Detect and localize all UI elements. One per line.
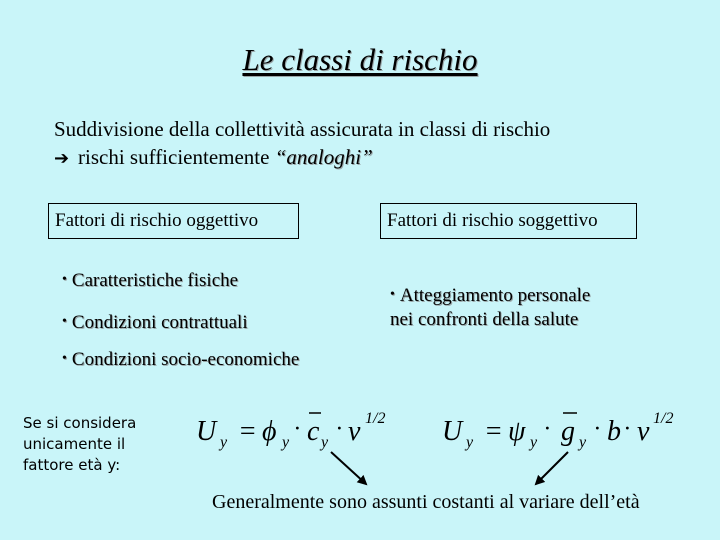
objective-factors-box: Fattori di rischio oggettivo — [48, 203, 299, 239]
bullet-icon: • — [390, 287, 395, 302]
formula-1-dot-1: · — [294, 416, 300, 442]
formula-2-g: g — [561, 416, 575, 447]
subjective-factors-box: Fattori di rischio soggettivo — [380, 203, 637, 239]
bullet-icon: • — [62, 272, 67, 287]
formula-1-equals: = — [238, 416, 257, 447]
subjective-bullet-line-2: nei confronti della salute — [390, 309, 579, 330]
formula-2-v-sup: 1/2 — [653, 410, 674, 427]
objective-bullet-2-text: Condizioni contrattuali — [71, 312, 248, 333]
formula-2-equals: = — [484, 416, 503, 447]
formula-2-lhs-sub: y — [466, 434, 474, 451]
formula-2-b: b — [607, 416, 621, 447]
formula-2-dot-3: · — [624, 416, 630, 442]
formula-2 — [442, 410, 673, 451]
right-arrow-icon: ➔ — [54, 148, 70, 169]
subjective-bullet-line-1: Atteggiamento personale — [399, 285, 591, 306]
bullet-icon: • — [62, 314, 67, 329]
formula-2-dot-1: · — [544, 416, 550, 442]
formula-1-v: v — [348, 416, 361, 447]
formula-2-psi-sub: y — [530, 434, 538, 451]
arrow-to-conclusion-right — [536, 452, 568, 484]
age-factor-note: Se si considera unicamente il fattore età y: — [23, 414, 137, 474]
formula-1 — [196, 410, 385, 451]
slide-title: Le classi di rischio — [242, 42, 478, 77]
intro-line-1: Suddivisione della collettività assicurata in classi di rischio — [54, 117, 551, 141]
formula-2-psi: ψ — [508, 416, 526, 447]
objective-bullet-3-text: Condizioni socio-economiche — [71, 349, 300, 370]
formula-1-lhs: U — [196, 416, 217, 447]
formula-2-g-sub: y — [579, 434, 587, 451]
formula-2-v: v — [637, 416, 650, 447]
formula-1-c-sub: y — [321, 434, 329, 451]
arrow-to-conclusion-left — [331, 452, 366, 484]
formula-1-c: c — [307, 416, 320, 447]
formula-1-v-sup: 1/2 — [365, 410, 386, 427]
bullet-icon: • — [62, 351, 67, 366]
formula-1-dot-2: · — [336, 416, 342, 442]
formula-2-lhs: U — [442, 416, 463, 447]
formula-2-dot-2: · — [594, 416, 600, 442]
intro-line-2-text: rischi sufficientemente — [78, 145, 275, 169]
formula-1-phi-sub: y — [282, 434, 290, 451]
conclusion-text: Generalmente sono assunti costanti al variare dell’età — [212, 491, 640, 513]
objective-bullet-1-text: Caratteristiche fisiche — [71, 270, 239, 291]
formula-1-lhs-sub: y — [220, 434, 228, 451]
intro-quote: “analoghi” — [274, 145, 373, 169]
formula-1-phi: ϕ — [262, 416, 277, 447]
